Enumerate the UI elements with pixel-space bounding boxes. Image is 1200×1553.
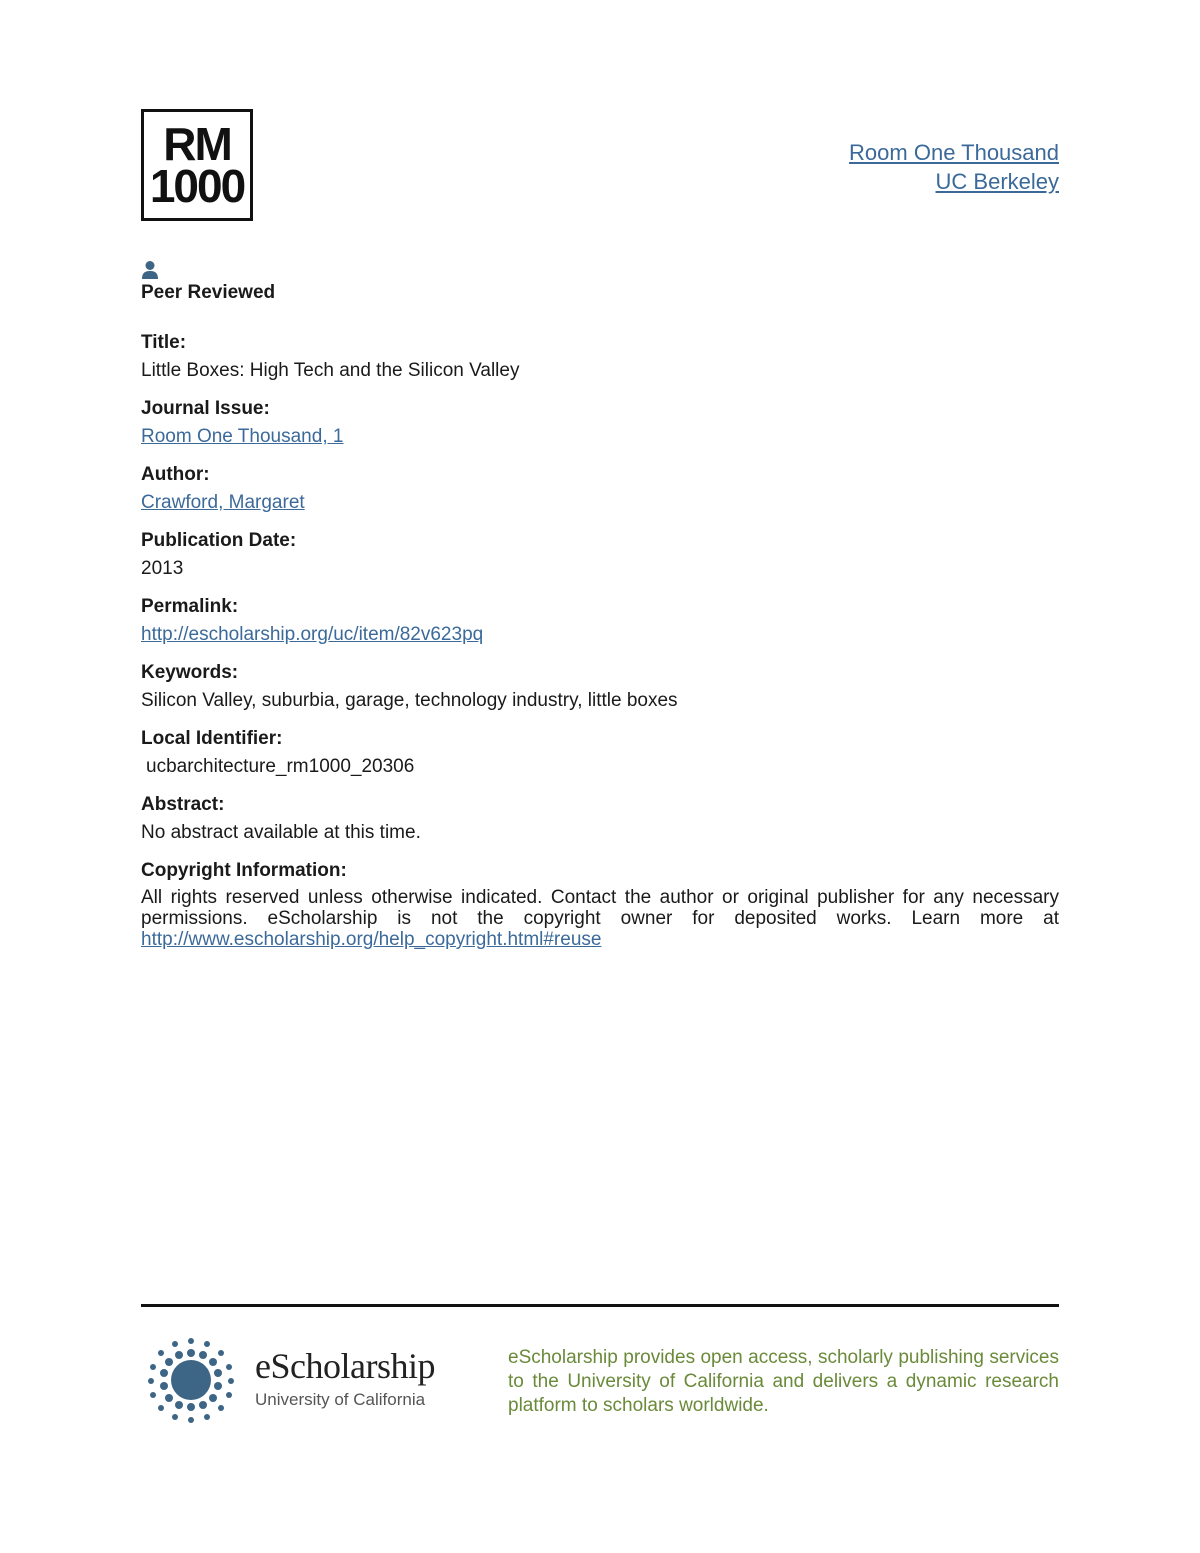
permalink-label: Permalink: xyxy=(141,596,239,617)
footer-divider xyxy=(141,1304,1059,1307)
institution-link[interactable]: UC Berkeley xyxy=(935,169,1059,194)
author-field xyxy=(141,463,1059,515)
abstract-label: Abstract: xyxy=(141,794,225,815)
copyright-body: All rights reserved unless otherwise indicated. Contact the author or original publisher for any necessary permissions. eScholarship is not the copyright owner for deposited works. Learn more at xyxy=(141,887,1059,929)
keywords-field xyxy=(141,661,1059,713)
permalink-field xyxy=(141,595,1059,647)
journal-issue-label: Journal Issue: xyxy=(141,398,270,419)
keywords-value: Silicon Valley, suburbia, garage, technology industry, little boxes xyxy=(141,690,678,711)
person-icon xyxy=(141,260,159,280)
journal-issue-link[interactable]: Room One Thousand, 1 xyxy=(141,426,344,447)
copyright-help-link[interactable]: http://www.escholarship.org/help_copyright.html#reuse xyxy=(141,929,602,950)
local-identifier-field xyxy=(141,727,1059,779)
keywords-label: Keywords: xyxy=(141,662,239,683)
rm1000-logo xyxy=(141,109,253,221)
logo-line-rm: RM xyxy=(163,118,231,170)
title-label: Title: xyxy=(141,332,187,353)
publication-date-field xyxy=(141,529,1059,581)
abstract-field xyxy=(141,793,1059,845)
escholarship-wordmark: eScholarship xyxy=(255,1346,435,1386)
logo-line-1000: 1000 xyxy=(149,160,245,212)
copyright-text xyxy=(141,887,1059,950)
publication-date-value: 2013 xyxy=(141,558,184,579)
peer-reviewed-block xyxy=(141,260,275,304)
header-links xyxy=(849,138,1059,196)
title-field xyxy=(141,331,1059,383)
author-label: Author: xyxy=(141,464,210,485)
copyright-field xyxy=(141,859,1059,950)
escholarship-subtitle: University of California xyxy=(255,1390,426,1409)
escholarship-logo-icon xyxy=(141,1333,251,1428)
journal-issue-field xyxy=(141,397,1059,449)
title-value: Little Boxes: High Tech and the Silicon Valley xyxy=(141,360,520,381)
publication-date-label: Publication Date: xyxy=(141,530,297,551)
peer-reviewed-label: Peer Reviewed xyxy=(141,282,276,303)
abstract-value: No abstract available at this time. xyxy=(141,822,421,843)
local-identifier-value: ucbarchitecture_rm1000_20306 xyxy=(146,756,415,777)
escholarship-blurb: eScholarship provides open access, scholarly publishing services to the University of California and delivers a dynamic research platform to scholars worldwide. xyxy=(508,1347,1059,1416)
copyright-label: Copyright Information: xyxy=(141,860,347,881)
author-link[interactable]: Crawford, Margaret xyxy=(141,492,305,513)
journal-link[interactable]: Room One Thousand xyxy=(849,140,1059,165)
permalink-link[interactable]: http://escholarship.org/uc/item/82v623pq xyxy=(141,624,484,645)
local-identifier-label: Local Identifier: xyxy=(141,728,283,749)
metadata-section xyxy=(141,331,1059,964)
